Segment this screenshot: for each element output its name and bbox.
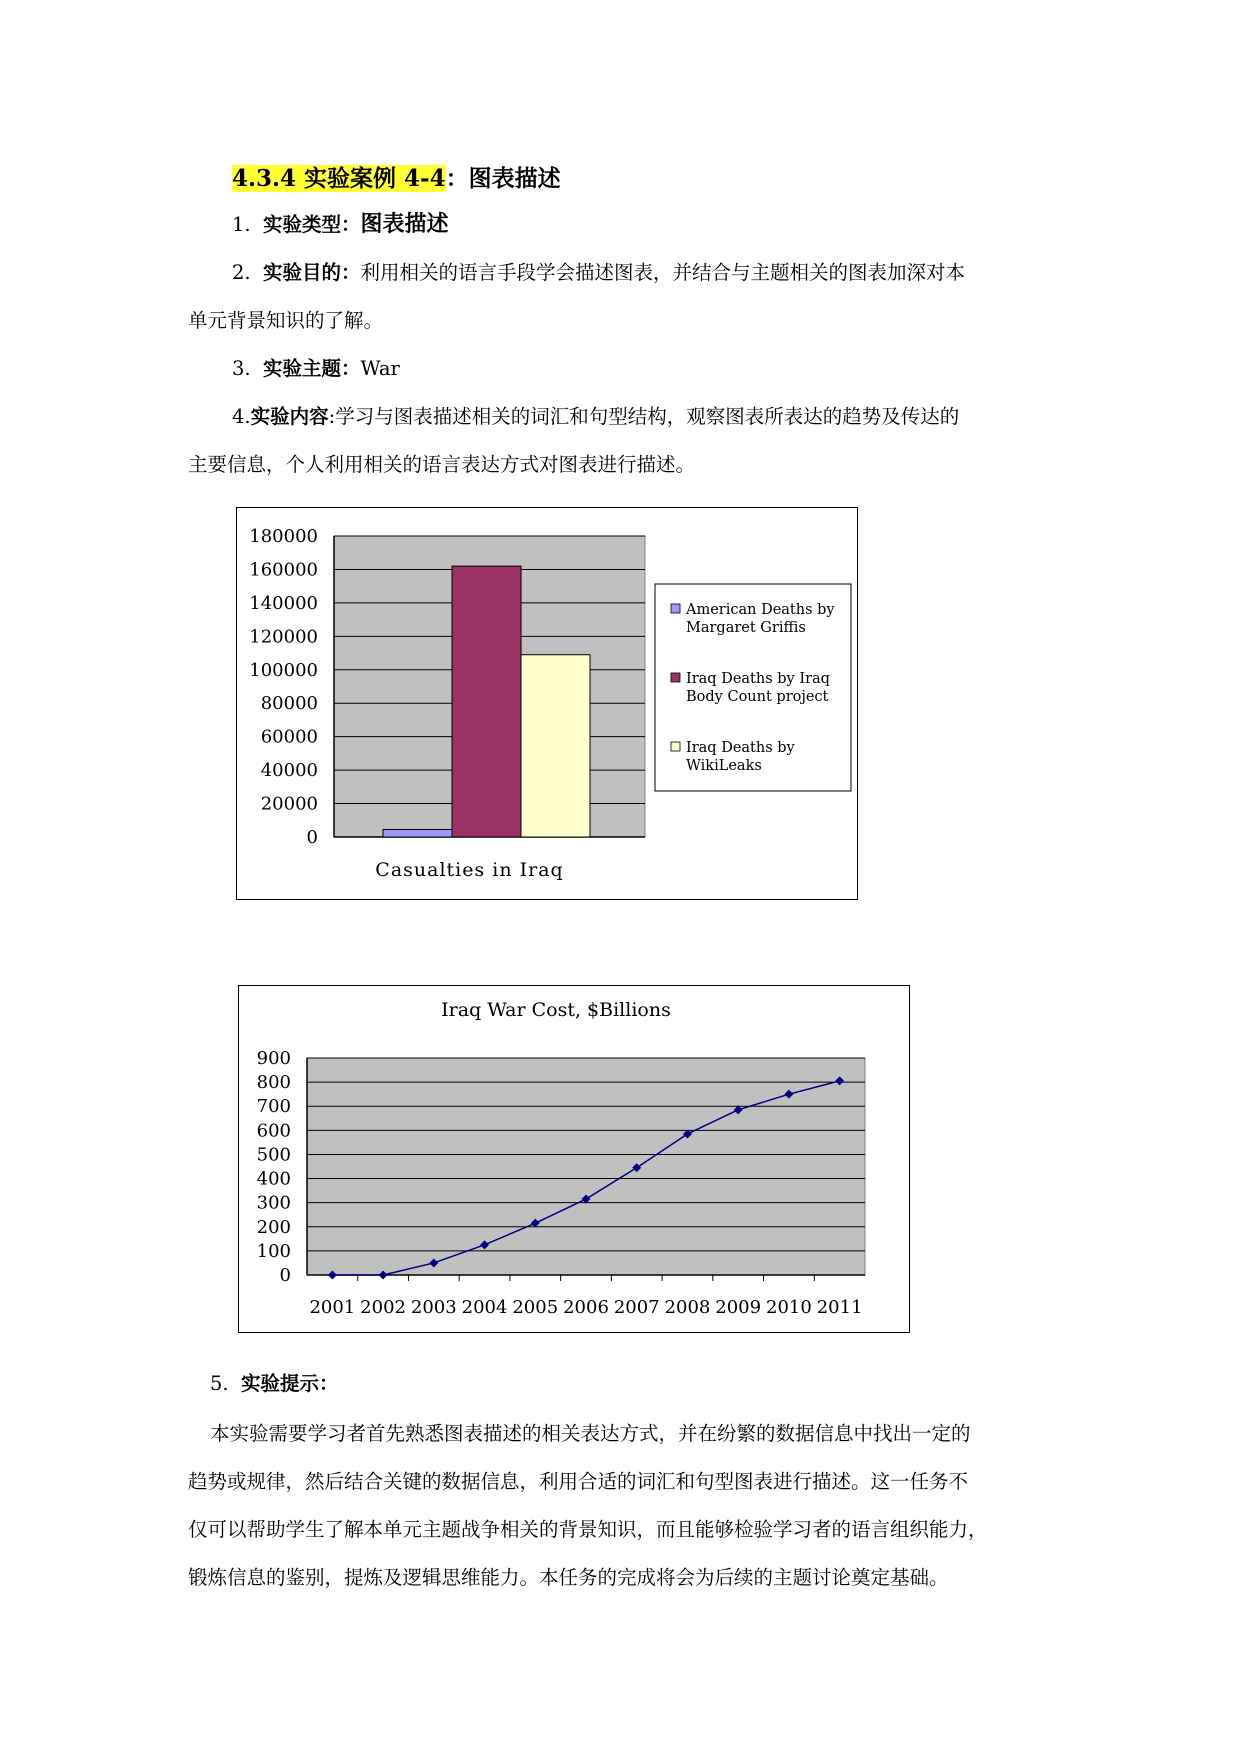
line-x-tick-label: 2006: [563, 1297, 609, 1318]
bar-1: [383, 829, 452, 837]
line-y-tick-label: 300: [256, 1192, 291, 1214]
section-heading: [232, 160, 561, 193]
bar-y-tick-label: 120000: [249, 626, 318, 648]
item-purpose-line2: 单元背景知识的了解。: [188, 309, 384, 332]
bar-legend-label-2: Body Count project: [686, 689, 829, 705]
bar-y-tick-label: 20000: [260, 793, 318, 815]
line-x-tick-label: 2010: [766, 1297, 812, 1318]
section-heading-highlight: [232, 165, 446, 192]
item-type: [232, 200, 449, 249]
section-number: 4.3.4: [232, 165, 297, 192]
item-theme: [232, 345, 400, 393]
item-purpose-num: 2.: [232, 261, 251, 284]
bar-legend-swatch-2: [671, 673, 680, 682]
item-type-label: 实验类型：: [263, 213, 361, 236]
item-purpose-text1: 利用相关的语言手段学会描述图表，并结合与主题相关的图表加深对本: [360, 261, 966, 284]
line-x-tick-label: 2002: [360, 1297, 406, 1318]
line-y-tick-label: 700: [256, 1096, 291, 1118]
bar-chart-frame: [236, 507, 858, 900]
bar-legend-swatch-1: [671, 604, 680, 613]
bar-y-tick-label: 140000: [249, 592, 318, 614]
item-purpose-label: 实验目的：: [263, 261, 361, 284]
line-x-tick-label: 2003: [410, 1297, 457, 1318]
bar-x-category-label: Casualties in Iraq: [375, 859, 564, 881]
case-label: 实验案例 4-4: [304, 165, 446, 192]
item-theme-label: 实验主题：: [263, 357, 361, 380]
line-chart-frame: [238, 985, 910, 1333]
line-y-tick-label: 600: [256, 1120, 291, 1142]
item-type-value: 图表描述: [360, 211, 449, 237]
item-purpose-line1: [232, 249, 965, 297]
tips-line-3: 仅可以帮助学生了解本单元主题战争相关的背景知识，而且能够检验学习者的语言组织能力，: [188, 1518, 988, 1541]
item-tips-label: 实验提示：: [241, 1372, 339, 1395]
item-content-line2: 主要信息，个人利用相关的语言表达方式对图表进行描述。: [188, 453, 696, 476]
bar-y-tick-label: 40000: [260, 760, 318, 782]
bar-3: [521, 655, 590, 837]
item-tips-heading: [210, 1360, 339, 1408]
item-content-label: 实验内容: [250, 405, 329, 428]
bar-y-tick-label: 0: [306, 827, 318, 848]
line-y-tick-label: 400: [256, 1168, 291, 1190]
bar-chart: [237, 508, 857, 899]
bar-legend-swatch-3: [671, 742, 680, 751]
line-y-tick-label: 900: [256, 1048, 291, 1069]
item-content-line1: [232, 393, 959, 441]
line-y-tick-label: 100: [256, 1240, 291, 1262]
bar-y-tick-label: 180000: [249, 526, 318, 547]
line-y-tick-label: 500: [256, 1144, 291, 1166]
bar-legend-label-2: Iraq Deaths by Iraq: [686, 671, 830, 687]
line-x-tick-label: 2005: [512, 1297, 559, 1318]
bar-legend-label-1: American Deaths by: [686, 602, 835, 618]
line-x-tick-label: 2009: [715, 1297, 762, 1318]
line-y-tick-label: 0: [279, 1265, 291, 1286]
bar-y-tick-label: 100000: [249, 659, 318, 681]
line-x-tick-label: 2004: [461, 1297, 508, 1318]
item-content-text1: :学习与图表描述相关的词汇和句型结构，观察图表所表达的趋势及传达的: [328, 405, 960, 428]
tips-line-4: 锻炼信息的鉴别，提炼及逻辑思维能力。本任务的完成将会为后续的主题讨论奠定基础。: [188, 1566, 949, 1589]
bar-y-tick-label: 80000: [260, 693, 318, 715]
line-chart: [239, 986, 909, 1332]
item-theme-value: War: [360, 357, 400, 380]
bar-y-tick-label: 60000: [260, 726, 318, 748]
line-y-tick-label: 200: [256, 1216, 291, 1238]
line-x-tick-label: 2008: [664, 1297, 711, 1318]
item-type-num: 1.: [232, 213, 251, 236]
tips-line-2: 趋势或规律，然后结合关键的数据信息，利用合适的词汇和句型图表进行描述。这一任务不: [188, 1470, 969, 1493]
line-y-tick-label: 800: [256, 1072, 291, 1094]
line-plot-area: [307, 1058, 865, 1275]
bar-y-tick-label: 160000: [249, 559, 318, 581]
bar-2: [452, 566, 521, 837]
heading-topic: 图表描述: [468, 165, 561, 192]
item-content-num: 4.: [232, 405, 251, 428]
item-theme-num: 3.: [232, 357, 251, 380]
item-tips-num: 5.: [210, 1372, 229, 1395]
line-x-tick-label: 2011: [816, 1297, 863, 1318]
bar-legend-label-3: Iraq Deaths by: [686, 740, 795, 756]
heading-colon: ：: [445, 165, 469, 192]
line-x-tick-label: 2007: [613, 1297, 660, 1318]
line-chart-title: Iraq War Cost, $Billions: [441, 999, 671, 1021]
bar-legend-label-1: Margaret Griffis: [686, 620, 806, 636]
tips-line-1: 本实验需要学习者首先熟悉图表描述的相关表达方式，并在纷繁的数据信息中找出一定的: [210, 1422, 971, 1445]
line-x-tick-label: 2001: [309, 1297, 356, 1318]
bar-legend-label-3: WikiLeaks: [686, 758, 762, 774]
